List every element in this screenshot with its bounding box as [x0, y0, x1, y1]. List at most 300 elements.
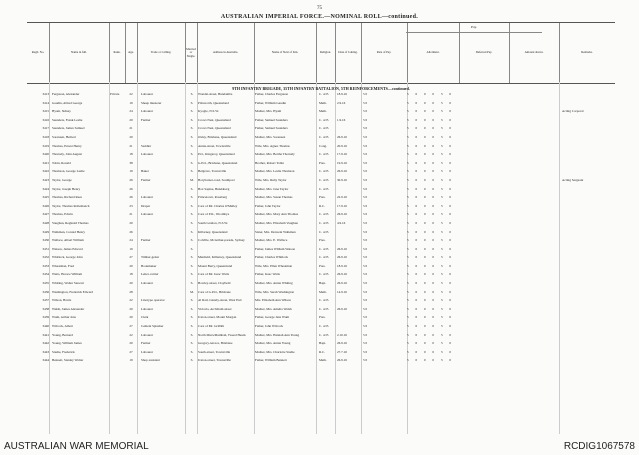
- cell-kin: Mother, Mrs. Charlotte Studie: [255, 350, 295, 354]
- cell-money: 5 0 0 0 3 0: [407, 350, 455, 354]
- cell-name: Taylor, Joseph Henry: [52, 187, 81, 191]
- cell-rel: Meth.: [319, 101, 327, 105]
- header-cell: Religion.: [316, 23, 336, 83]
- cell-addr: Colville, McArthur-parade, Sydney: [198, 239, 245, 243]
- table-row: [27, 93, 615, 102]
- cell-addr: Al Rail, Glandy-street, West End: [198, 299, 242, 303]
- cell-mar: S.: [190, 153, 194, 157]
- cell-date: 26.9.16: [337, 135, 347, 139]
- table-row: [27, 308, 615, 317]
- cell-age: 23: [129, 204, 133, 208]
- cell-addr: Victoria, Archibald-street: [198, 307, 232, 311]
- cell-name: Thomas, Ernest Henry: [52, 144, 82, 148]
- cell-name: Watson, James Edward: [52, 247, 83, 251]
- cell-mar: S.: [190, 110, 194, 114]
- cell-mar: S.: [190, 135, 194, 139]
- cell-addr: Ivaton-street, Townsville: [198, 359, 231, 363]
- cell-kin: Father, William Gaudin: [255, 101, 287, 105]
- cell-age: 20: [129, 307, 133, 311]
- cell-date: 30.9.16: [337, 178, 347, 182]
- cell-age: 27: [129, 256, 133, 260]
- cell-rel: C. of E.: [319, 213, 330, 217]
- cell-rel: Bapt.: [319, 282, 327, 286]
- cell-kin: Brother, Robert Tobin: [255, 161, 284, 165]
- cell-trade: Letter-carrier: [141, 273, 159, 277]
- cell-kin: Father, William Bennett: [255, 359, 287, 363]
- table-row: [27, 325, 615, 334]
- cell-addr: Kyogle, N.S.W.: [198, 110, 219, 114]
- cell-pay: 5 0: [363, 264, 368, 268]
- cell-addr: Borybarnot-road, Southport: [198, 178, 235, 182]
- table-row: [27, 145, 615, 154]
- table-row: [27, 239, 615, 248]
- cell-money: 5 0 0 0 3 0: [407, 204, 455, 208]
- cell-pay: 5 0: [363, 93, 368, 96]
- cell-pay: 5 0: [363, 307, 368, 311]
- cell-addr: Gregory-terrace, Brisbane: [198, 342, 233, 346]
- cell-money: 5 0 0 0 3 0: [407, 118, 455, 122]
- cell-name: Wilson, Harris: [52, 299, 72, 303]
- cell-money: 5 0 0 0 3 0: [407, 307, 455, 311]
- table-row: [27, 213, 615, 222]
- cell-kin: Wife, Mrs. Ruby Taylor: [255, 178, 287, 182]
- cell-money: 5 0 0 0 3 0: [407, 247, 455, 251]
- cell-no: 3429: [42, 230, 49, 234]
- cell-mar: S.: [190, 196, 194, 200]
- cell-rel: C. of E.: [319, 153, 330, 157]
- cell-date: 4.9.16: [337, 221, 346, 225]
- cell-addr: Bowley-street, Clayfield: [198, 282, 231, 286]
- cell-rank: Private: [110, 93, 120, 96]
- cell-pay: 5 0: [363, 273, 368, 277]
- cell-mar: S.: [190, 342, 194, 346]
- cell-pay: 5 0: [363, 135, 368, 139]
- cell-pay: 5 0: [363, 247, 368, 251]
- page-number: 75: [317, 6, 322, 11]
- cell-trade: Labourer: [141, 93, 154, 96]
- cell-money: 5 0 0 0 3 0: [407, 213, 455, 217]
- cell-trade: Labourer: [141, 333, 154, 337]
- cell-no: 3443: [42, 350, 49, 354]
- cell-age: 19: [129, 247, 133, 251]
- table-row: [27, 299, 615, 308]
- cell-mar: S.: [190, 333, 194, 337]
- cell-name: Wilcock, Albert: [52, 325, 73, 329]
- cell-name: Young, William James: [52, 342, 82, 346]
- cell-trade: Labourer: [141, 196, 154, 200]
- cell-name: Whitlock, George John: [52, 256, 83, 260]
- cell-rel: R.C.: [319, 204, 326, 208]
- cell-pay: 5 0: [363, 178, 368, 182]
- cell-pay: 5 0: [363, 221, 368, 225]
- cell-date: 14.9.16: [337, 290, 347, 294]
- cell-no: 3416: [42, 118, 49, 122]
- cell-age: 38: [129, 161, 133, 165]
- cell-addr: Pittsworth, Queensland: [198, 101, 229, 105]
- table-row: [27, 153, 615, 162]
- cell-mar: S.: [190, 273, 194, 277]
- cell-kin: Wife, Mrs. Agnes Thomas: [255, 144, 290, 148]
- cell-mar: S.: [190, 221, 194, 225]
- cell-pay: 5 0: [363, 101, 368, 105]
- table-row: [27, 127, 615, 136]
- cell-name: Young, Bernard: [52, 333, 73, 337]
- cell-money: 5 0 0 0 3 0: [407, 256, 455, 260]
- cell-mar: S.: [190, 299, 194, 303]
- header-cell: Address in Australia.: [197, 23, 255, 83]
- cell-addr: Ivaton-street, Mount Morgan: [198, 316, 237, 320]
- cell-money: 5 0 0 0 3 0: [407, 196, 455, 200]
- cell-money: 5 0 0 0 3 0: [407, 273, 455, 277]
- cell-mar: S.: [190, 350, 194, 354]
- cell-mar: S.: [190, 187, 194, 191]
- cell-pay: 5 0: [363, 239, 368, 243]
- cell-pay: 5 0: [363, 187, 368, 191]
- cell-name: Gaudin, Alfred George: [52, 101, 83, 105]
- cell-pay: 5 0: [363, 118, 368, 122]
- cell-money: 5 0 0 0 3 0: [407, 101, 455, 105]
- cell-name: Tobin, Ronald: [52, 161, 71, 165]
- header-cell: Date of Joining.: [335, 23, 362, 83]
- cell-no: 3425: [42, 196, 49, 200]
- cell-name: Walkman, Conrad Henry: [52, 230, 85, 234]
- table-row: [27, 231, 615, 240]
- cell-kin: Mother, Mrs. Hyam: [255, 110, 282, 114]
- cell-addr: Crows Nest, Queensland: [198, 118, 231, 122]
- cell-pay: 5 0: [363, 316, 368, 320]
- cell-date: 22.9.16: [337, 196, 347, 200]
- cell-age: 24: [129, 110, 133, 114]
- cell-name: Vaughan, Reginald Thomas: [52, 221, 89, 225]
- cell-pay: 5 0: [363, 325, 368, 329]
- cell-no: 3413: [42, 93, 49, 96]
- cell-money: 5 0 0 0 3 0: [407, 187, 455, 191]
- cell-mar: M.: [190, 290, 194, 294]
- header-cell: Amount drawn.: [509, 23, 560, 83]
- cell-mar: S.: [190, 170, 194, 174]
- cell-kin: Mother, Mrs. Elizabeth Vaughan: [255, 221, 298, 225]
- header-cell: Name in full.: [49, 23, 110, 83]
- cell-rel: Pres.: [319, 196, 326, 200]
- cell-rel: C. of E.: [319, 178, 330, 182]
- cell-mar: S.: [190, 93, 194, 96]
- cell-mar: S.: [190, 256, 194, 260]
- cell-date: 27.7.16: [337, 350, 347, 354]
- cell-no: 3442: [42, 342, 49, 346]
- cell-money: 5 0 0 0 3 0: [407, 359, 455, 363]
- cell-date: 26.9.16: [337, 282, 347, 286]
- cell-no: 3417: [42, 127, 49, 131]
- cell-date: 26.9.16: [337, 307, 347, 311]
- cell-no: 3422: [42, 170, 49, 174]
- cell-age: 18: [129, 273, 133, 277]
- cell-no: 3421: [42, 161, 49, 165]
- cell-trade: Bookmaker: [141, 264, 157, 268]
- cell-trade: Draper: [141, 204, 151, 208]
- cell-trade: Farmer: [141, 178, 151, 182]
- cell-mar: S.: [190, 247, 194, 251]
- cell-kin: Mother, Mrs. Jane Taylor: [255, 187, 289, 191]
- header-cell: Trade or Calling.: [137, 23, 186, 83]
- cell-kin: Mother, Mrs. Annie Whiting: [255, 282, 293, 286]
- table-row: [27, 102, 615, 111]
- cell-mar: S.: [190, 282, 194, 286]
- cell-no: 3432: [42, 256, 49, 260]
- cell-no: 3439: [42, 316, 49, 320]
- cell-addr: G.P.O., Brisbane, Queensland: [198, 161, 238, 165]
- table-row: [27, 282, 615, 291]
- cell-kin: Mother, Mrs. Amelia Walsh: [255, 307, 292, 311]
- cell-date: 2.10.16: [337, 333, 347, 337]
- cell-pay: 5 0: [363, 359, 368, 363]
- cell-money: 5 0 0 0 3 0: [407, 135, 455, 139]
- cell-no: 3441: [42, 333, 49, 337]
- cell-rel: Cong.: [319, 144, 327, 148]
- table-row: [27, 110, 615, 119]
- cell-kin: Father, Charles Ferguson: [255, 93, 289, 96]
- cell-rel: Pres.: [319, 316, 326, 320]
- cell-money: 5 0 0 0 3 0: [407, 127, 455, 131]
- cell-money: 5 0 0 0 3 0: [407, 161, 455, 165]
- cell-money: 5 0 0 0 3 0: [407, 110, 455, 114]
- cell-rel: C. of E.: [319, 135, 330, 139]
- cell-date: 26.9.16: [337, 273, 347, 277]
- cell-name: Ferguson, Alexander: [52, 93, 80, 96]
- cell-date: 2.9.16: [337, 101, 346, 105]
- table-row: [27, 196, 615, 205]
- cell-money: 5 0 0 0 3 0: [407, 299, 455, 303]
- cell-age: 20: [129, 316, 133, 320]
- cell-rel: C. of E.: [319, 230, 330, 234]
- section-title: 9TH INFANTRY BRIGADE, 35TH INFANTRY BATTALION, 5TH REINFORCEMENTS—continued.: [232, 86, 410, 91]
- cell-pay: 5 0: [363, 170, 368, 174]
- cell-age: 28: [129, 290, 133, 294]
- cell-mar: S.: [190, 230, 194, 234]
- cell-kin: Father, John Wilcock: [255, 325, 283, 329]
- cell-no: 3433: [42, 264, 49, 268]
- cell-rel: C. of E.: [319, 256, 330, 260]
- cell-addr: Killarney, Queensland: [198, 230, 228, 234]
- cell-trade: Labourer: [141, 153, 154, 157]
- cell-age: 18: [129, 153, 133, 157]
- cell-date: 26.9.16: [337, 213, 347, 217]
- cell-rel: C. of E.: [319, 273, 330, 277]
- cell-mar: S.: [190, 118, 194, 122]
- cell-addr: Belgrave, Townsville: [198, 170, 227, 174]
- cell-name: Walsh, James Alexander: [52, 307, 85, 311]
- cell-rel: C. of E.: [319, 118, 330, 122]
- cell-addr: Annie-street, Townsville: [198, 144, 231, 148]
- cell-addr: Manfield, Killarney, Queensland: [198, 256, 242, 260]
- cell-name: Taylor, George: [52, 178, 72, 182]
- cell-name: Wallace, Albert William: [52, 239, 84, 243]
- cell-no: 3420: [42, 153, 49, 157]
- cell-addr: South-street, Townsville: [198, 350, 231, 354]
- cell-money: 5 0 0 0 3 0: [407, 230, 455, 234]
- cell-no: 3434: [42, 273, 49, 277]
- cell-kin: Sister, Mrs. Derwent Walkman: [255, 230, 296, 234]
- cell-mar: S.: [190, 101, 194, 105]
- cell-pay: 5 0: [363, 144, 368, 148]
- cell-rel: C. of E.: [319, 127, 330, 131]
- cell-rel: C. of E.: [319, 221, 330, 225]
- cell-kin: Mother, Mrs. Susan Thomas: [255, 196, 293, 200]
- cell-kin: Father, Samuel Saunders: [255, 118, 288, 122]
- cell-money: 5 0 0 0 3 0: [407, 282, 455, 286]
- header-cell: Allotment.: [407, 23, 460, 83]
- cell-addr: Box Sapine, Bundaberg: [198, 187, 230, 191]
- cell-money: 5 0 0 0 3 0: [407, 144, 455, 148]
- cell-rem: Acting Corporal: [562, 110, 584, 114]
- cell-name: Hyam, Sidney: [52, 110, 71, 114]
- cell-trade: Cement Splasher: [141, 325, 164, 329]
- cell-addr: Oxley, Brisbane, Queensland: [198, 135, 237, 139]
- header-cell: Remarks.: [581, 50, 593, 55]
- cell-trade: Farmer: [141, 118, 151, 122]
- cell-trade: Labourer: [141, 350, 154, 354]
- cell-date: 17.9.16: [337, 204, 347, 208]
- cell-mar: S.: [190, 127, 194, 131]
- cell-rel: Meth.: [319, 359, 327, 363]
- cell-age: 24: [129, 239, 133, 243]
- cell-name: Bennett, Stanley Walter: [52, 359, 84, 363]
- cell-no: 3428: [42, 221, 49, 225]
- cell-name: Watts, Horace William: [52, 273, 83, 277]
- cell-kin: Father, Isaac Watts: [255, 273, 280, 277]
- cell-pay: 5 0: [363, 161, 368, 165]
- table-row: [27, 342, 615, 351]
- cell-pay: 5 0: [363, 299, 368, 303]
- header-cell: Name of Next of Kin.: [254, 23, 317, 83]
- cell-age: 20: [129, 221, 133, 225]
- cell-pay: 5 0: [363, 256, 368, 260]
- cell-no: 3440: [42, 325, 49, 329]
- cell-money: 5 0 0 0 3 0: [407, 178, 455, 182]
- cell-trade: Baker: [141, 170, 149, 174]
- cell-date: 26.9.16: [337, 256, 347, 260]
- header-cell: Deferred Pay.: [459, 23, 510, 83]
- cell-date: 1.9.16: [337, 118, 346, 122]
- roll-table-body: [27, 93, 615, 368]
- cell-pay: 5 0: [363, 110, 368, 114]
- cell-date: 18.9.16: [337, 264, 347, 268]
- cell-trade: Saddler: [141, 144, 152, 148]
- cell-rel: C. of E.: [319, 187, 330, 191]
- cell-mar: S.: [190, 204, 194, 208]
- cell-pay: 5 0: [363, 127, 368, 131]
- cell-addr: Care of Mr. Charles O'Malley: [198, 204, 238, 208]
- table-row: [27, 248, 615, 257]
- cell-age: 26: [129, 230, 133, 234]
- cell-trade: Labourer: [141, 110, 154, 114]
- table-row: [27, 316, 615, 325]
- cell-pay: 5 0: [363, 230, 368, 234]
- cell-trade: Farmer: [141, 239, 151, 243]
- cell-no: 3435: [42, 282, 49, 286]
- cell-kin: Mother, Mrs. Annie Young: [255, 342, 291, 346]
- cell-kin: Mother, Mrs. Sorensen: [255, 135, 286, 139]
- cell-no: 3426: [42, 204, 49, 208]
- header-cell: Rank.: [109, 23, 126, 83]
- cell-addr: Mount Berry, Queensland: [198, 264, 233, 268]
- table-row: [27, 179, 615, 188]
- cell-no: 3415: [42, 110, 49, 114]
- cell-rel: Pres.: [319, 264, 326, 268]
- cell-money: 5 0 0 0 3 0: [407, 221, 455, 225]
- table-row: [27, 265, 615, 274]
- cell-rel: Pres.: [319, 161, 326, 165]
- cell-addr: Crows Nest, Queensland: [198, 127, 231, 131]
- cell-trade: Clerk: [141, 316, 149, 320]
- cell-mar: S.: [190, 325, 194, 329]
- cell-rem: Acting Sergeant: [562, 178, 584, 182]
- table-row: [27, 162, 615, 171]
- table-row: [27, 136, 615, 145]
- cell-no: 3444: [42, 359, 49, 363]
- cell-kin: Wife, Mrs. Sarah Washington: [255, 290, 295, 294]
- cell-trade: Labourer: [141, 213, 154, 217]
- cell-name: Saunders, Frank Leslie: [52, 118, 83, 122]
- cell-kin: Mother, Mrs. Leslie Thomson: [255, 170, 295, 174]
- table-row: [27, 273, 615, 282]
- cell-money: 5 0 0 0 3 0: [407, 333, 455, 337]
- cell-no: 3419: [42, 144, 49, 148]
- cell-age: 22: [129, 93, 133, 96]
- cell-name: Thornely, John August: [52, 153, 82, 157]
- cell-trade: Sheep musterer: [141, 101, 162, 105]
- table-row: [27, 334, 615, 343]
- cell-age: 26: [129, 178, 133, 182]
- cell-money: 5 0 0 0 3 0: [407, 325, 455, 329]
- archive-footer-right: RCDIG1067578: [563, 441, 635, 452]
- cell-pay: 5 0: [363, 153, 368, 157]
- cell-pay: 5 0: [363, 196, 368, 200]
- cell-mar: S.: [190, 161, 194, 165]
- cell-rel: C. of E.: [319, 325, 330, 329]
- cell-rel: Bapt.: [319, 342, 327, 346]
- cell-name: Wum, Arthur Jens: [52, 316, 76, 320]
- cell-date: 26.9.16: [337, 359, 347, 363]
- cell-addr: Care of Mr. Isaac Watts: [198, 273, 230, 277]
- pay-group-header: Pay.: [406, 22, 542, 33]
- cell-pay: 5 0: [363, 342, 368, 346]
- cell-age: 20: [129, 282, 133, 286]
- cell-name: Studie, Frederick: [52, 350, 75, 354]
- cell-money: 5 0 0 0 3 0: [407, 264, 455, 268]
- cell-date: 26.9.16: [337, 247, 347, 251]
- cell-rel: Pres.: [319, 239, 326, 243]
- cell-rel: Meth.: [319, 110, 327, 114]
- cell-rel: C. of E.: [319, 333, 330, 337]
- table-row: [27, 256, 615, 265]
- cell-age: 19: [129, 359, 133, 363]
- cell-age: 27: [129, 350, 133, 354]
- cell-age: 22: [129, 333, 133, 337]
- cell-no: 3430: [42, 239, 49, 243]
- page-title: AUSTRALIAN IMPERIAL FORCE.—NOMINAL ROLL—continued.: [220, 14, 419, 20]
- cell-addr: North Murwillumbah, Tweed Heads: [198, 333, 246, 337]
- cell-date: 26.9.16: [337, 342, 347, 346]
- cell-kin: Mother, Mrs. Bertha Thornely: [255, 153, 295, 157]
- cell-money: 5 0 0 0 3 0: [407, 290, 455, 294]
- cell-no: 3431: [42, 247, 49, 251]
- header-cell: Regtl. No.: [27, 23, 50, 83]
- cell-trade: Labourer: [141, 282, 154, 286]
- cell-money: 5 0 0 0 3 0: [407, 170, 455, 174]
- cell-money: 5 0 0 0 3 0: [407, 342, 455, 346]
- cell-kin: Father, John Taylor: [255, 204, 281, 208]
- cell-pay: 5 0: [363, 350, 368, 354]
